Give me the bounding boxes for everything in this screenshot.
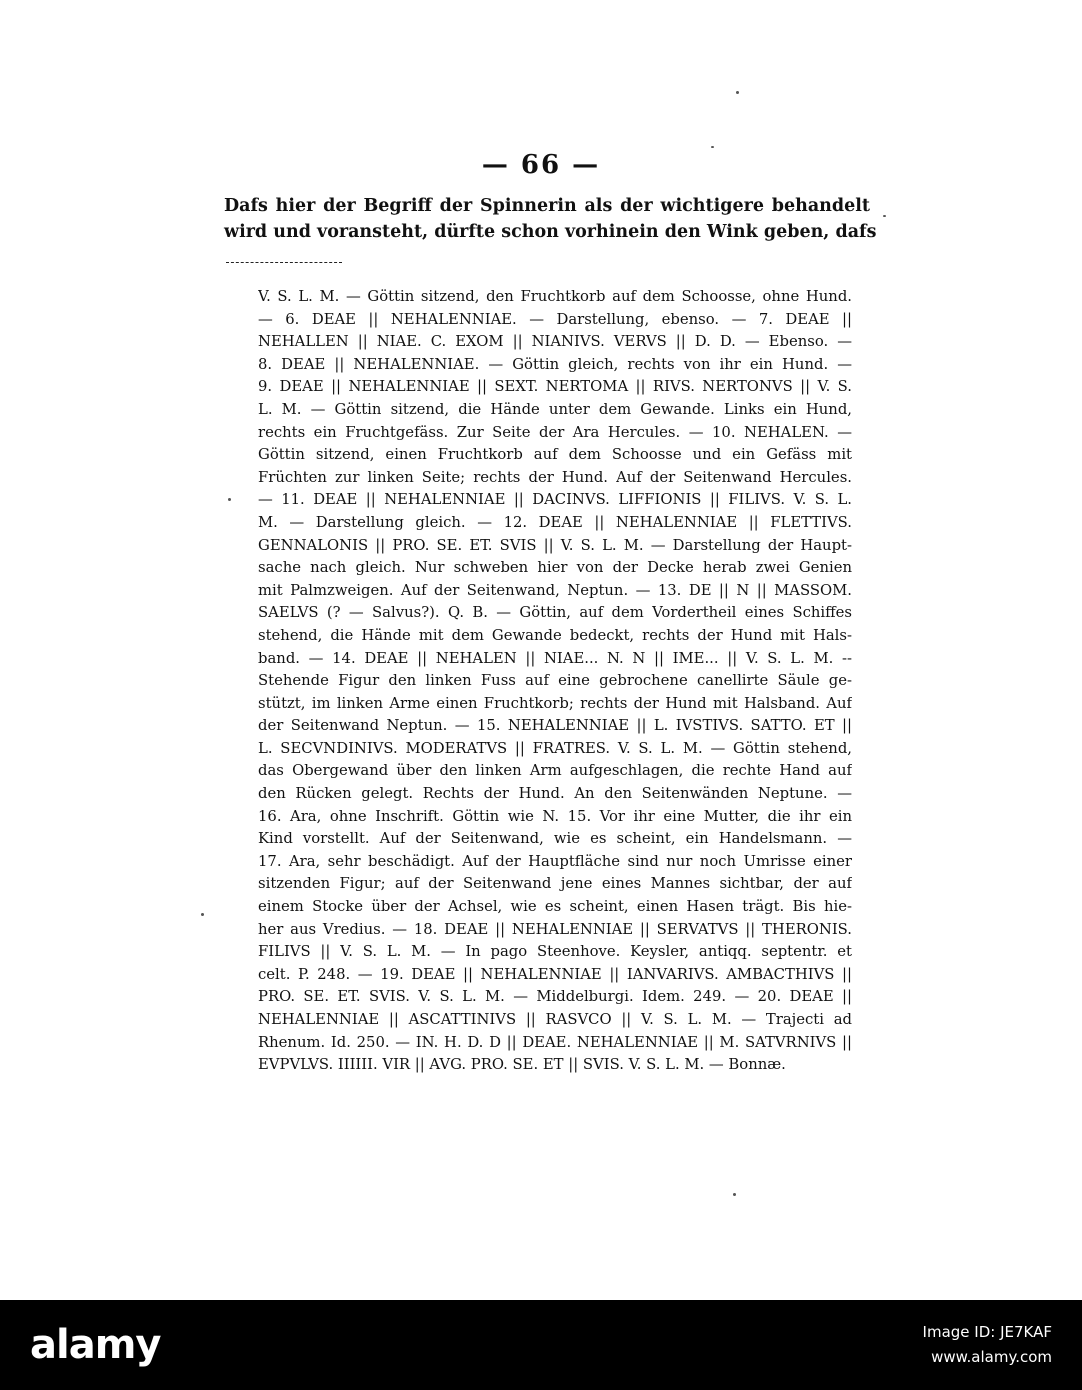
footnote-line: M. — Darstellung gleich. — 12. DEAE || NEHALENNIAE || FLETTIVS. xyxy=(258,513,852,531)
footnote-block xyxy=(258,286,852,1077)
footnote-line: 17. Ara, sehr beschädigt. Auf der Hauptfläche sind nur noch Umrisse einer xyxy=(258,852,852,870)
main-text xyxy=(224,193,877,245)
footnote-line: sitzenden Figur; auf der Seitenwand jene eines Mannes sichtbar, der auf xyxy=(258,875,852,893)
footnote-line: Göttin sitzend, einen Fruchtkorb auf dem Schoosse und ein Gefäss mit xyxy=(258,446,852,464)
main-text-line: wird und voransteht, dürfte schon vorhinein den Wink geben, dafs xyxy=(224,222,877,242)
footnote-line: FILIVS || V. S. L. M. — In pago Steenhove. Keysler, antiqq. septentr. et xyxy=(258,943,852,961)
speck-mark xyxy=(711,146,714,148)
footnote-line: L. SECVNDINIVS. MODERATVS || FRATRES. V. S. L. M. — Göttin stehend, xyxy=(258,739,852,757)
footnote-line: — 6. DEAE || NEHALENNIAE. — Darstellung, ebenso. — 7. DEAE || xyxy=(258,310,852,328)
footnote-line: L. M. — Göttin sitzend, die Hände unter dem Gewande. Links ein Hund, xyxy=(258,400,852,418)
footnote-line: sache nach gleich. Nur schweben hier von der Decke herab zwei Genien xyxy=(258,559,852,577)
footnote-line: NEHALLEN || NIAE. C. EXOM || NIANIVS. VERVS || D. D. — Ebenso. — xyxy=(258,333,852,351)
footnote-line: — 11. DEAE || NEHALENNIAE || DACINVS. LIFFIONIS || FILIVS. V. S. L. xyxy=(258,491,852,509)
footnote-line: mit Palmzweigen. Auf der Seitenwand, Neptun. — 13. DE || N || MASSOM. xyxy=(258,581,852,599)
footnote-line: rechts ein Fruchtgefäss. Zur Seite der Ara Hercules. — 10. NEHALEN. — xyxy=(258,423,852,441)
footnote-line: 16. Ara, ohne Inschrift. Göttin wie N. 15. Vor ihr eine Mutter, die ihr ein xyxy=(258,807,852,825)
footnote-line: Früchten zur linken Seite; rechts der Hund. Auf der Seitenwand Hercules. xyxy=(258,468,852,486)
footnote-line: stützt, im linken Arme einen Fruchtkorb; rechts der Hund mit Halsband. Auf xyxy=(258,694,852,712)
footnote-line: band. — 14. DEAE || NEHALEN || NIAE... N. N || IME... || V. S. L. M. -- xyxy=(258,649,852,667)
speck-mark xyxy=(883,215,886,217)
footnote-line: V. S. L. M. — Göttin sitzend, den Fruchtkorb auf dem Schoosse, ohne Hund. xyxy=(258,288,852,305)
footnote-line: EVPVLVS. IIIIII. VIR || AVG. PRO. SE. ET || SVIS. V. S. L. M. — Bonnæ. xyxy=(258,1056,786,1074)
speck-mark xyxy=(733,1193,736,1196)
footer-meta xyxy=(923,1320,1052,1370)
footnote-separator xyxy=(226,262,342,263)
footnote-line: celt. P. 248. — 19. DEAE || NEHALENNIAE || IANVARIVS. AMBACTHIVS || xyxy=(258,965,852,983)
footnote-line: her aus Vredius. — 18. DEAE || NEHALENNIAE || SERVATVS || THERONIS. xyxy=(258,920,852,938)
page-number: — 66 — xyxy=(481,150,601,180)
footnote-line: SAELVS (? — Salvus?). Q. B. — Göttin, auf dem Vordertheil eines Schiffes xyxy=(258,604,852,622)
footnote-line: NEHALENNIAE || ASCATTINIVS || RASVCO || V. S. L. M. — Trajecti ad xyxy=(258,1011,852,1028)
footnote-line: Kind vorstellt. Auf der Seitenwand, wie es scheint, ein Handelsmann. — xyxy=(258,830,852,848)
site-url: www.alamy.com xyxy=(931,1348,1052,1366)
speck-mark xyxy=(736,91,739,94)
footnote-line: 8. DEAE || NEHALENNIAE. — Göttin gleich, rechts von ihr ein Hund. — xyxy=(258,355,852,373)
footnote-line: Stehende Figur den linken Fuss auf eine gebrochene canellirte Säule ge- xyxy=(258,672,852,690)
main-text-line: Dafs hier der Begriff der Spinnerin als der wichtigere behandelt xyxy=(224,196,870,216)
footnote-line: GENNALONIS || PRO. SE. ET. SVIS || V. S. L. M. — Darstellung der Haupt- xyxy=(258,536,852,554)
image-id: Image ID: JE7KAF xyxy=(922,1323,1052,1341)
footnote-line: den Rücken gelegt. Rechts der Hund. An den Seitenwänden Neptune. — xyxy=(258,785,852,803)
footnote-line: einem Stocke über der Achsel, wie es scheint, einen Hasen trägt. Bis hie- xyxy=(258,898,852,916)
speck-mark xyxy=(228,498,231,501)
footnote-line: PRO. SE. ET. SVIS. V. S. L. M. — Middelburgi. Idem. 249. — 20. DEAE || xyxy=(258,988,852,1006)
watermark-footer xyxy=(0,1300,1082,1390)
footnote-line: 9. DEAE || NEHALENNIAE || SEXT. NERTOMA || RIVS. NERTONVS || V. S. xyxy=(258,378,852,396)
alamy-logo: alamy xyxy=(30,1322,161,1368)
footnote-line: der Seitenwand Neptun. — 15. NEHALENNIAE || L. IVSTIVS. SATTO. ET || xyxy=(258,717,852,735)
footnote-line: das Obergewand über den linken Arm aufgeschlagen, die rechte Hand auf xyxy=(258,762,852,780)
footnote-line: Rhenum. Id. 250. — IN. H. D. D || DEAE. NEHALENNIAE || M. SATVRNIVS || xyxy=(258,1033,852,1051)
speck-mark xyxy=(201,913,204,916)
footnote-line: stehend, die Hände mit dem Gewande bedeckt, rechts der Hund mit Hals- xyxy=(258,626,852,644)
